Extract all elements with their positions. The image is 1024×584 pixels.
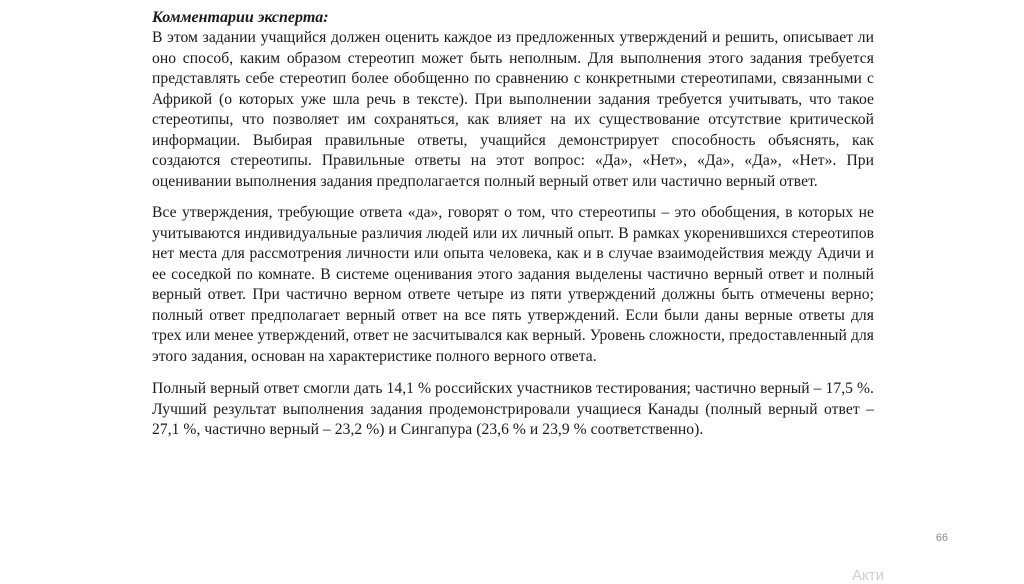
paragraph-task-description: В этом задании учащийся должен оценить каждое из предложенных утверждений и решить, описывает ли оно способ, каким образом стереотип может быть неполным. Для выполнения этого задания требуется представлять себе стереотип более обобщенно по сравнению с конкретными стереотипами, связанными с Африкой (о которых уже шла речь в тексте). При выполнении задания требуется учитывать, что такое стереотипы, что позволяет им сохраняться, как влияет на их существование отсутствие критической информации. Выбирая правильные ответы, учащийся демонстрирует способность объяснять, как создаются стереотипы. Правильные ответы на этот вопрос: «Да», «Нет», «Да», «Да», «Нет». При оценивании выполнения задания предполагается полный верный ответ или частично верный ответ. <box>152 29 874 190</box>
slide-number: 66 <box>935 532 948 544</box>
paragraph-scoring: Все утверждения, требующие ответа «да», говорят о том, что стереотипы – это обобщения, в которых не учитываются индивидуальные различия людей или их личный опыт. В рамках укоренившихся стереотипов нет места для рассмотрения личности или опыта человека, как и в случае взаимодействия между Адичи и ее соседкой по комнате. В системе оценивания этого задания выделены частично верный ответ и полный верный ответ. При частично верном ответе четыре из пяти утверждений должны быть отмечены верно; полный ответ предполагает верный ответ на все пять утверждений. Если были даны верные ответы для трех или менее утверждений, ответ не засчитывался как верный. Уровень сложности, предоставленный для этого задания, основан на характеристике полного верного ответа. <box>152 204 874 365</box>
activation-watermark: Акти <box>852 567 884 584</box>
document-page <box>152 8 874 441</box>
paragraph-results: Полный верный ответ смогли дать 14,1 % российских участников тестирования; частично верный – 17,5 %. Лучший результат выполнения задания продемонстрировали учащиеся Канады (полный верный ответ – 27,1 %, частично верный – 23,2 %) и Сингапура (23,6 % и 23,9 % соответственно). <box>152 380 874 438</box>
expert-comments-heading: Комментарии эксперта: <box>152 9 329 26</box>
